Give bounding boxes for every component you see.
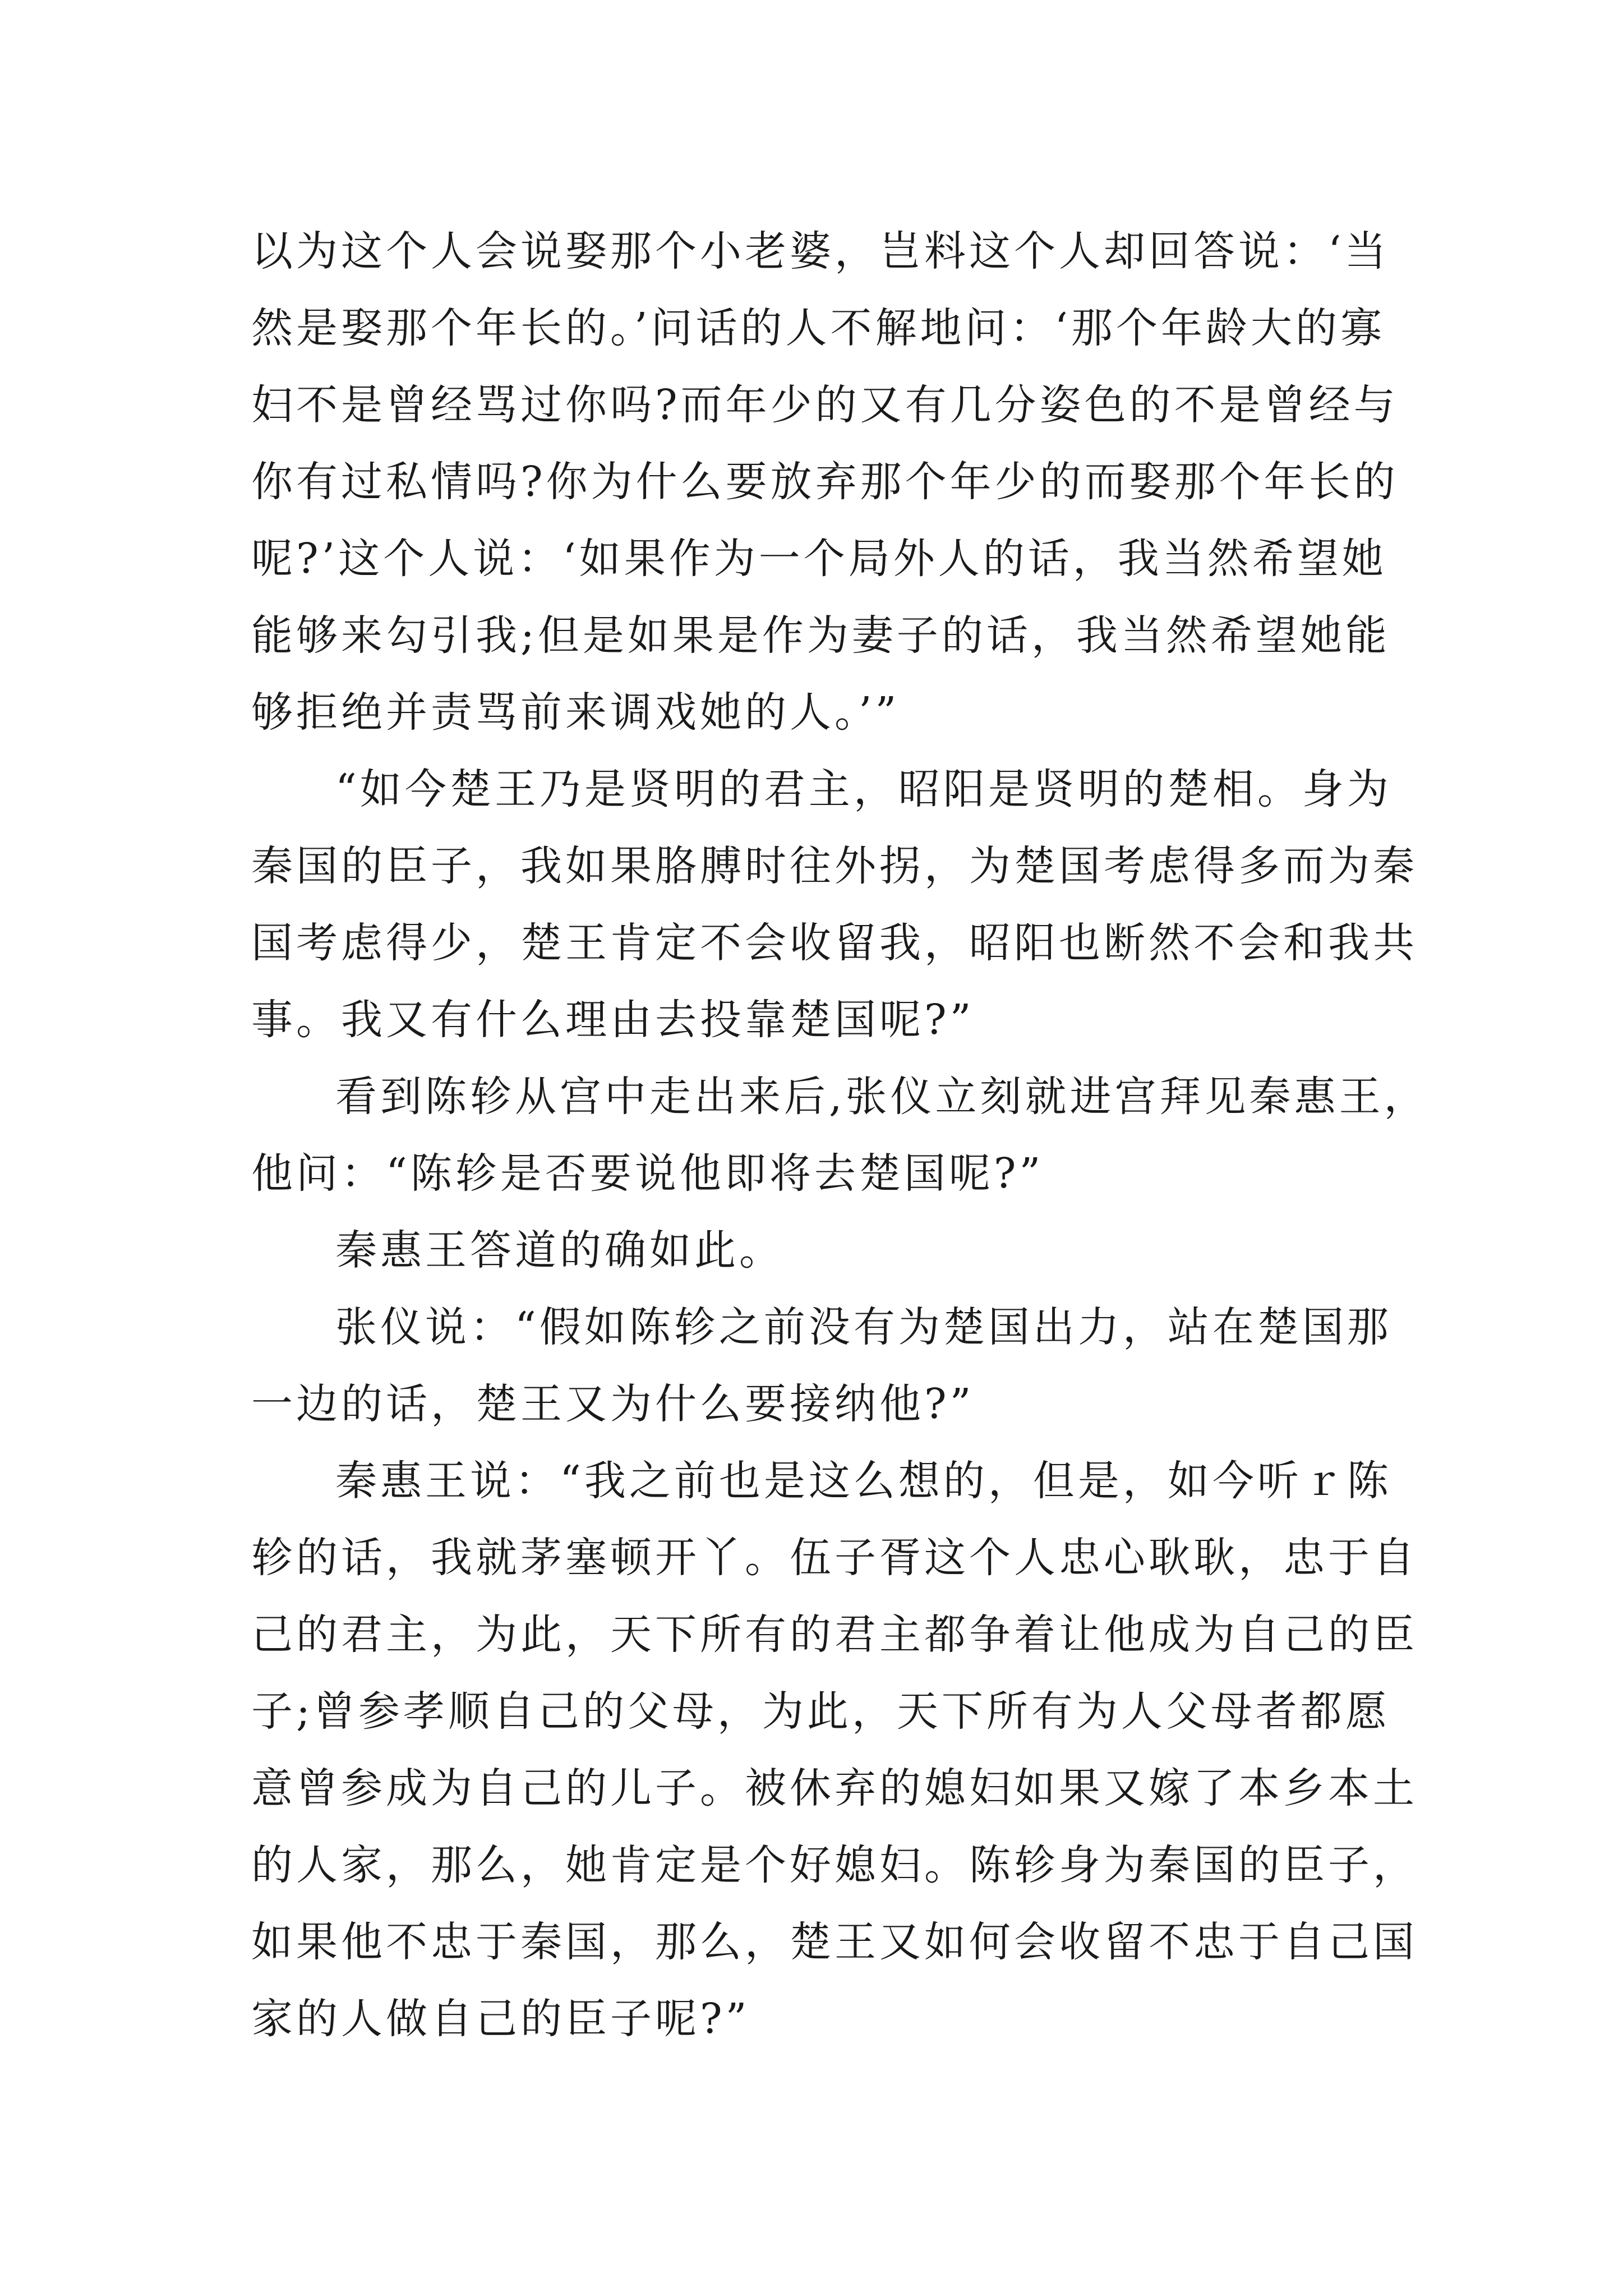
text-line: 事。我又有什么理由去投靠楚国呢?” [251, 996, 975, 1044]
paragraph [251, 1443, 1418, 2058]
text-line: 能够来勾引我;但是如果是作为妻子的话，我当然希望她能 [251, 611, 1390, 660]
text-line: 轸的话，我就茅塞顿开丫。伍子胥这个人忠心耿耿，忠于自 [251, 1534, 1418, 1582]
text-line: 张仪说：“假如陈轸之前没有为楚国出力，站在楚国那 [335, 1303, 1392, 1351]
text-line: 秦惠王答道的确如此。 [335, 1226, 784, 1274]
text-line: 妇不是曾经骂过你吗?而年少的又有几分姿色的不是曾经与 [251, 381, 1399, 429]
paragraph [251, 751, 1418, 1059]
text-line: 呢?’这个人说：‘如果作为一个局外人的话，我当然希望她 [251, 535, 1387, 583]
text-line: 然是娶那个年长的。’问话的人不解地问：‘那个年龄大的寡 [251, 304, 1386, 352]
text-line: 如果他不忠于秦国，那么，楚王又如何会收留不忠于自己国 [251, 1918, 1418, 1966]
text-line: 他问：“陈轸是否要说他即将去楚国呢?” [251, 1149, 1044, 1198]
text-line: 以为这个人会说娶那个小老婆，岂料这个人却回答说：‘当 [251, 227, 1390, 275]
text-line: 家的人做自己的臣子呢?” [251, 1995, 750, 2043]
paragraph [251, 213, 1399, 751]
text-line: 够拒绝并责骂前来调戏她的人。’” [251, 688, 900, 737]
text-line: “如今楚王乃是贤明的君主，昭阳是贤明的楚相。身为 [335, 765, 1392, 813]
text-line: 看到陈轸从宫中走出来后,张仪立刻就进宫拜见秦惠王， [335, 1073, 1429, 1121]
text-line: 你有过私情吗?你为什么要放弃那个年少的而娶那个年长的 [251, 458, 1399, 506]
paragraph [251, 1059, 1429, 1212]
text-line: 意曾参成为自己的儿子。被休弃的媳妇如果又嫁了本乡本土 [251, 1764, 1418, 1812]
paragraph [251, 1289, 1395, 1443]
text-line: 的人家，那么，她肯定是个好媳妇。陈轸身为秦国的臣子， [251, 1841, 1418, 1889]
text-line: 秦国的臣子，我如果胳膊时往外拐，为楚国考虑得多而为秦 [251, 842, 1418, 890]
text-line: 己的君主，为此，天下所有的君主都争着让他成为自己的臣 [251, 1611, 1418, 1659]
text-line: 子;曾参孝顺自己的父母，为此，天下所有为人父母者都愿 [251, 1687, 1390, 1736]
text-line: 国考虑得少，楚王肯定不会收留我，昭阳也断然不会和我共 [251, 919, 1418, 967]
text-line: 一边的话，楚王又为什么要接纳他?” [251, 1380, 975, 1428]
text-line: 秦惠王说：“我之前也是这么想的，但是，如今听ｒ陈 [335, 1457, 1392, 1505]
paragraph [251, 1212, 1395, 1289]
body-text [251, 213, 1429, 2058]
